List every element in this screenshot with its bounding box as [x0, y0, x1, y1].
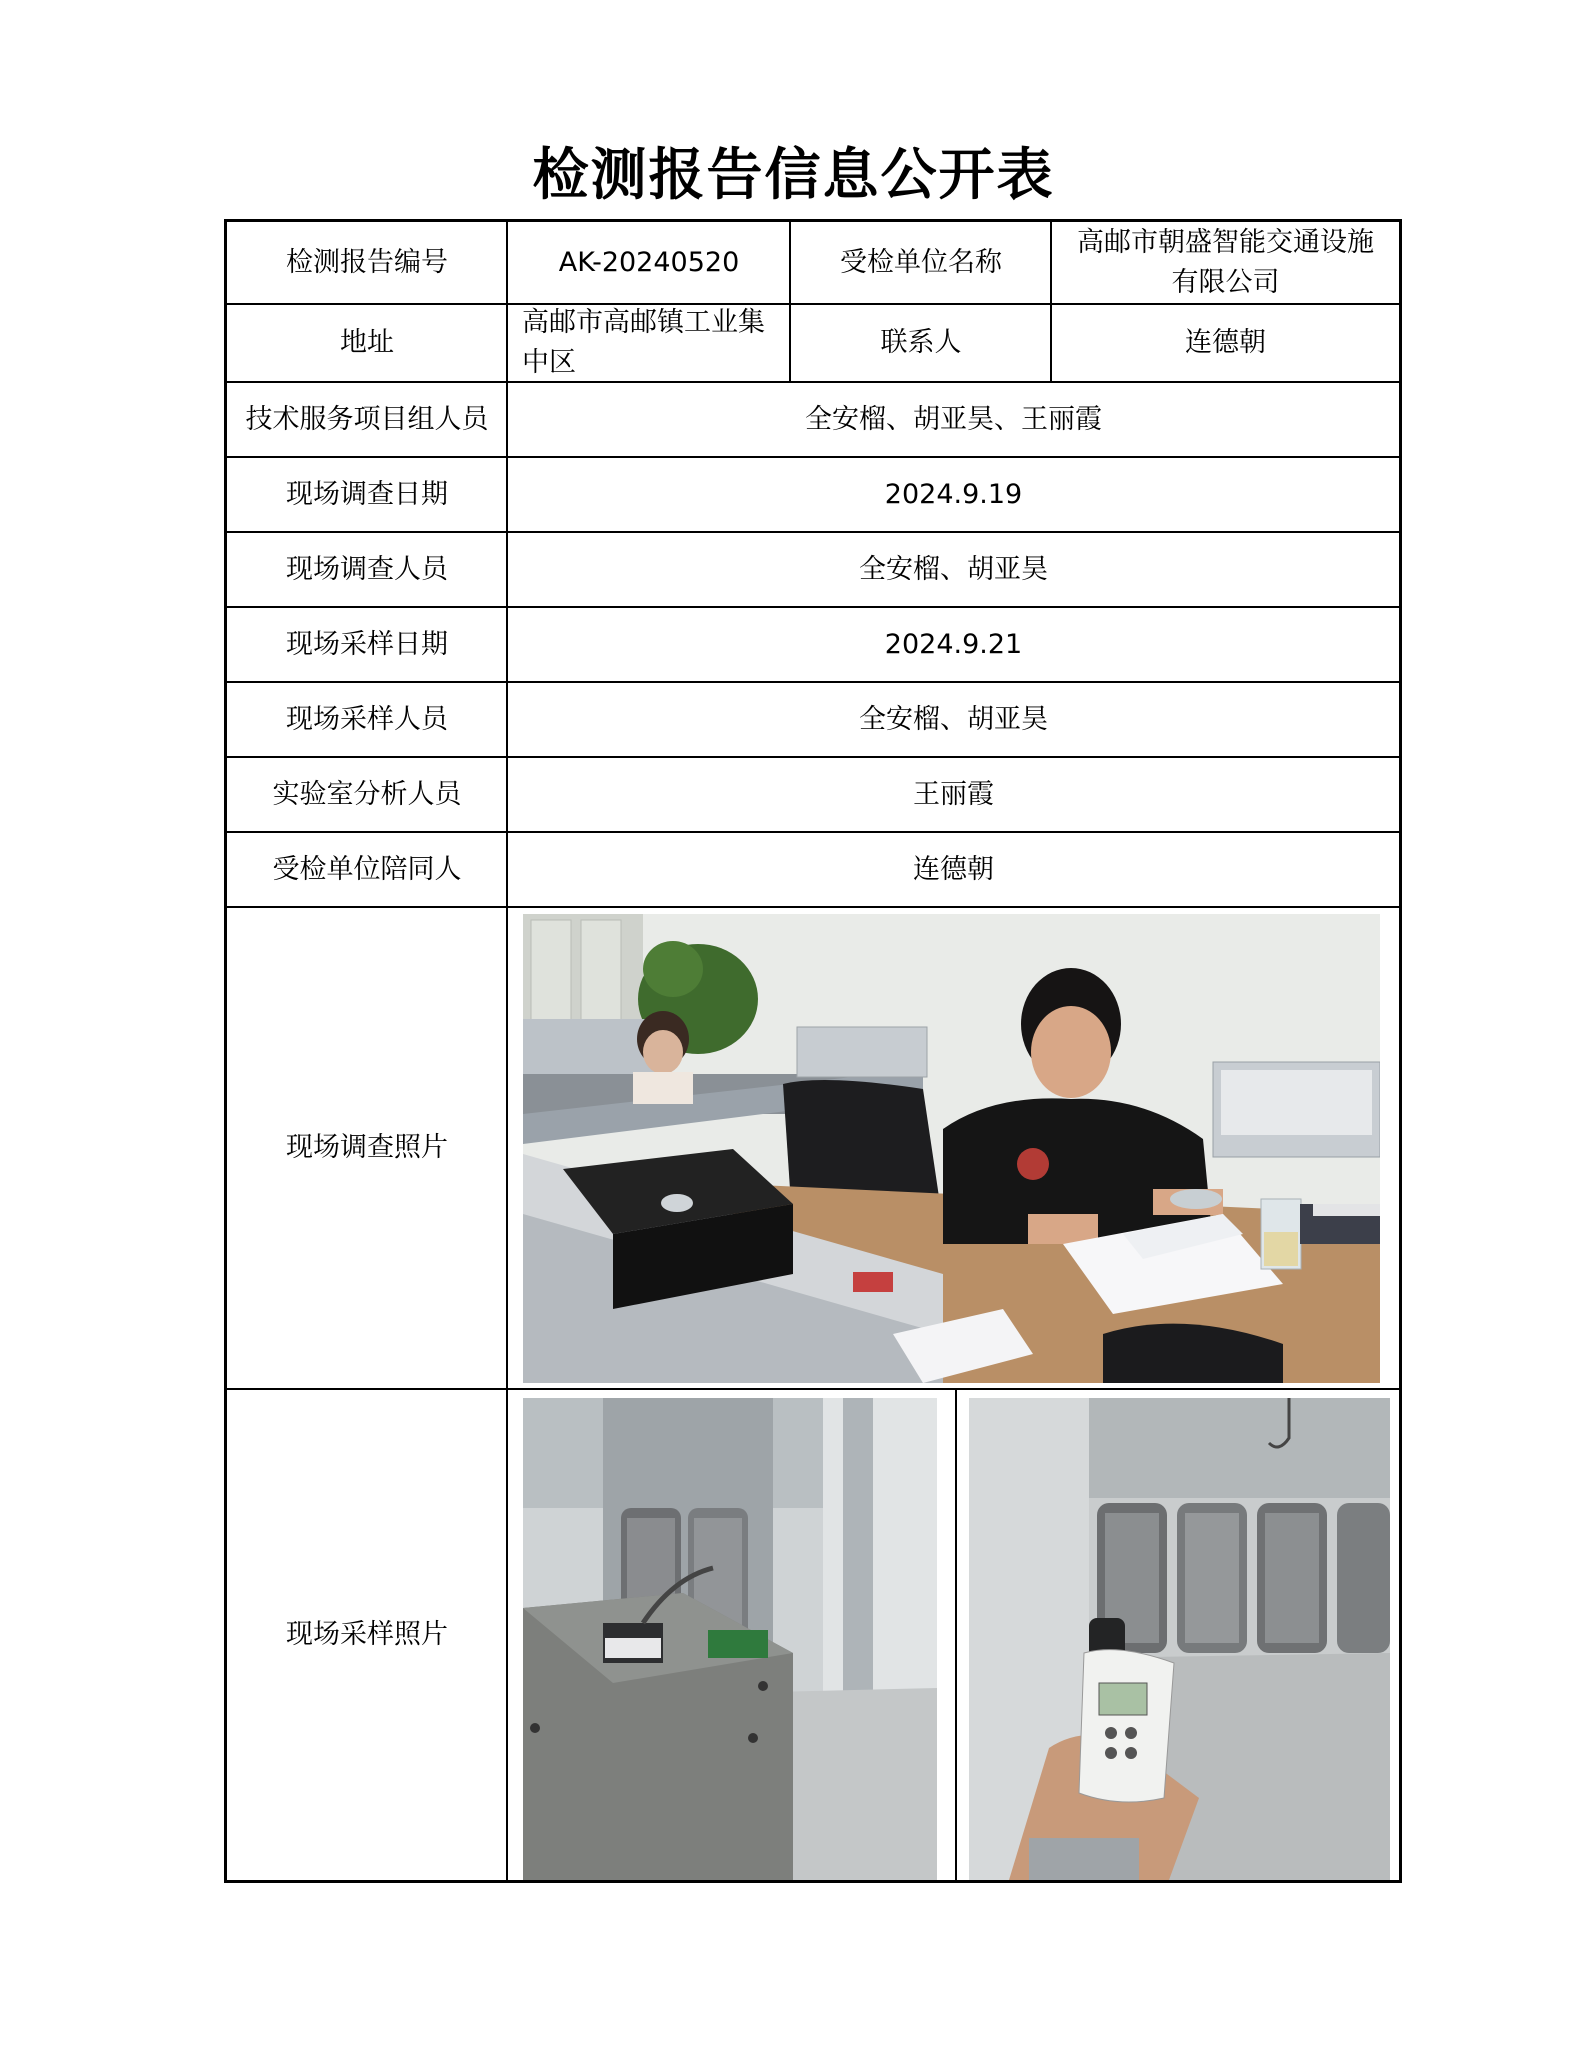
page-title: 检测报告信息公开表 [532, 142, 1055, 208]
contact-label: 联系人 [880, 327, 962, 358]
survey-staff-label: 现场调查人员 [286, 553, 448, 585]
sampling-photo-instrument [523, 1398, 937, 1880]
escort-label: 受检单位陪同人 [272, 853, 462, 885]
survey-date-value: 2024.9.19 [884, 478, 1023, 510]
lab-staff-label: 实验室分析人员 [272, 778, 462, 810]
lab-staff-value: 王丽霞 [913, 778, 994, 810]
team-value: 全安榴、胡亚昊、王丽霞 [805, 403, 1102, 435]
address-label: 地址 [340, 327, 394, 358]
info-table [224, 219, 1402, 1883]
survey-staff-value: 全安榴、胡亚昊 [859, 553, 1048, 585]
address-value: 高邮市高邮镇工业集中区 [522, 307, 765, 378]
escort-value: 连德朝 [913, 853, 994, 885]
report-no-label: 检测报告编号 [286, 246, 448, 278]
survey-date-label: 现场调查日期 [286, 478, 448, 510]
sampling-photo-sound-meter [969, 1398, 1390, 1880]
survey-photo [523, 914, 1380, 1383]
survey-photo-label: 现场调查照片 [286, 1132, 448, 1163]
sampling-date-label: 现场采样日期 [286, 628, 448, 660]
sampling-date-value: 2024.9.21 [884, 628, 1023, 660]
unit-name-label: 受检单位名称 [840, 246, 1002, 278]
contact-value: 连德朝 [1185, 327, 1266, 358]
unit-name-value: 高邮市朝盛智能交通设施有限公司 [1077, 226, 1374, 298]
report-no-value: AK-20240520 [558, 246, 740, 278]
sampling-photo-label: 现场采样照片 [286, 1619, 448, 1650]
sampling-staff-value: 全安榴、胡亚昊 [859, 703, 1048, 735]
team-label: 技术服务项目组人员 [245, 403, 489, 435]
sampling-staff-label: 现场采样人员 [286, 703, 448, 735]
